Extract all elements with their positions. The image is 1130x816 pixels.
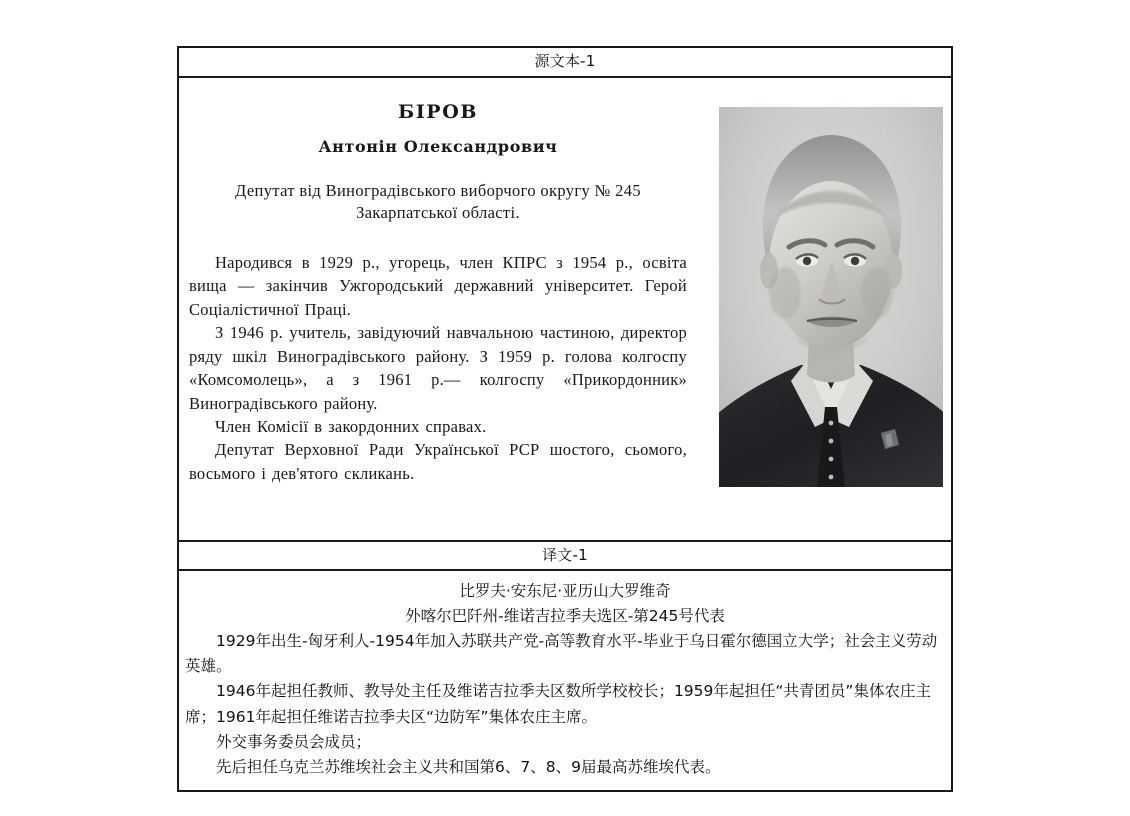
portrait-photo bbox=[719, 107, 943, 487]
translation-text bbox=[185, 579, 945, 780]
translation-body-row bbox=[178, 570, 952, 791]
source-section-header: 源文本-1 bbox=[178, 47, 952, 77]
translation-section-header: 译文-1 bbox=[178, 541, 952, 571]
translation-paragraph: 1946年起担任教师、教导处主任及维诺吉拉季夫区数所学校校长；1959年起担任“共青团员”集体农庄主席；1961年起担任维诺吉拉季夫区“边防军”集体农庄主席。 bbox=[185, 682, 931, 726]
translation-district-line: 外喀尔巴阡州-维诺吉拉季夫选区-第245号代表 bbox=[405, 607, 725, 626]
translation-header-row bbox=[178, 541, 952, 571]
translation-paragraph: 先后担任乌克兰苏维埃社会主义共和国第6、7、8、9届最高苏维埃代表。 bbox=[216, 757, 721, 776]
source-paragraph: З 1946 р. учитель, завідуючий навчальною частиною, директор ряду шкіл Виноградівського району. З 1959 р. голова колгоспу «Комсомолець», а з 1961 р.— колгоспу «Прикордонник» Виноградівського району. bbox=[189, 323, 687, 413]
source-paragraph: Депутат Верховної Ради Української РСР шостого, сьомого, восьмого і дев'ятого скликань. bbox=[189, 440, 687, 483]
source-surname: БІРОВ bbox=[397, 100, 479, 123]
source-paragraph: Народився в 1929 р., угорець, член КПРС з 1954 р., освіта вища — закінчив Ужгородський державний університет. Герой Соціалістичної Праці. bbox=[189, 253, 687, 319]
bilingual-document-table bbox=[177, 46, 953, 792]
translation-body-cell bbox=[178, 570, 952, 791]
source-body-cell bbox=[178, 77, 952, 541]
source-text-column bbox=[189, 101, 687, 486]
source-given-name: Антонін Олександрович bbox=[318, 136, 558, 156]
source-body-row bbox=[178, 77, 952, 541]
translation-paragraph: 1929年出生-匈牙利人-1954年加入苏联共产党-高等教育水平-毕业于乌日霍尔德国立大学；社会主义劳动英雄。 bbox=[185, 632, 938, 676]
source-header-row bbox=[178, 47, 952, 77]
source-paragraphs bbox=[189, 251, 687, 485]
translation-paragraph: 外交事务委员会成员； bbox=[216, 732, 372, 751]
portrait-photo-image bbox=[719, 107, 943, 487]
source-paragraph: Член Комісії в закордонних справах. bbox=[215, 416, 487, 436]
translation-name-line: 比罗夫·安东尼·亚历山大罗维奇 bbox=[459, 582, 671, 600]
source-district-line: Депутат від Виноградівського виборчого округу № 245 Закарпатської області. bbox=[235, 180, 641, 223]
